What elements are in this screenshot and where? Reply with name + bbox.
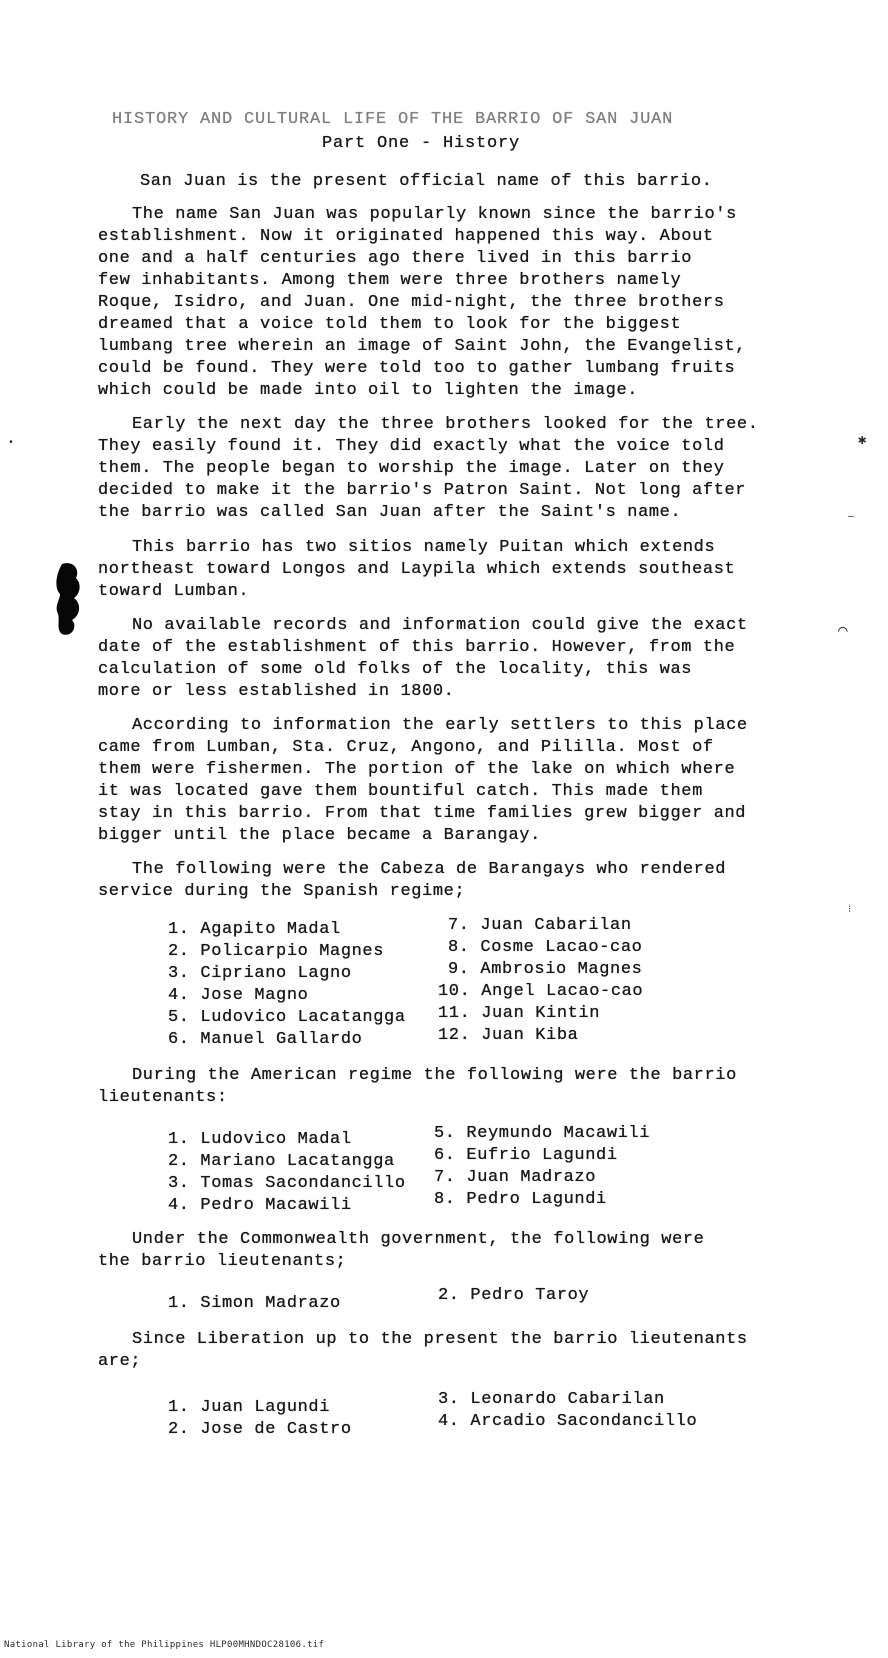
document-title: HISTORY AND CULTURAL LIFE OF THE BARRIO OF SAN JUAN xyxy=(112,110,674,129)
footer-caption: National Library of the Philippines HLP00MHNDOC28106.tif xyxy=(4,1640,325,1650)
paragraph-line: San Juan is the present official name of this barrio. xyxy=(140,172,713,191)
paragraph-line: the barrio was called San Juan after the Saint's name. xyxy=(98,503,682,522)
scan-mark: ✱ xyxy=(858,433,867,449)
scan-mark: • xyxy=(8,438,15,449)
paragraph-line: Early the next day the three brothers looked for the tree. xyxy=(132,415,759,434)
paragraph-line: date of the establishment of this barrio. However, from the xyxy=(98,638,736,657)
list-item: 11. Juan Kintin xyxy=(438,1004,601,1023)
list-item: 12. Juan Kiba xyxy=(438,1026,579,1045)
ink-blot xyxy=(54,560,84,640)
list-item: 4. Jose Magno xyxy=(168,986,309,1005)
scan-mark: ⌒ xyxy=(838,622,848,640)
paragraph-line: stay in this barrio. From that time families grew bigger and xyxy=(98,804,747,823)
paragraph-line: toward Lumban. xyxy=(98,582,250,601)
paragraph-line: calculation of some old folks of the locality, this was xyxy=(98,660,693,679)
list-item: 5. Reymundo Macawili xyxy=(434,1124,651,1143)
paragraph-line: bigger until the place became a Barangay. xyxy=(98,826,541,845)
paragraph-line: This barrio has two sitios namely Puitan which extends xyxy=(132,538,716,557)
list-item: 8. Cosme Lacao-cao xyxy=(448,938,643,957)
list-item: 4. Pedro Macawili xyxy=(168,1196,352,1215)
paragraph-line: are; xyxy=(98,1352,142,1371)
paragraph-line: which could be made into oil to lighten the image. xyxy=(98,381,639,400)
scan-mark: ⁝ xyxy=(848,905,852,916)
paragraph-line: service during the Spanish regime; xyxy=(98,882,466,901)
scan-mark: — xyxy=(848,512,855,523)
list-item: 4. Arcadio Sacondancillo xyxy=(438,1412,698,1431)
paragraph-line: one and a half centuries ago there lived in this barrio xyxy=(98,249,693,268)
document-subtitle: Part One - History xyxy=(322,134,521,153)
paragraph-line: lieutenants: xyxy=(98,1088,228,1107)
paragraph-line: Since Liberation up to the present the barrio lieutenants xyxy=(132,1330,748,1349)
list-item: 2. Policarpio Magnes xyxy=(168,942,385,961)
paragraph-line: it was located gave them bountiful catch. This made them xyxy=(98,782,703,801)
list-item: 1. Agapito Madal xyxy=(168,920,341,939)
list-item: 2. Jose de Castro xyxy=(168,1420,352,1439)
list-item: 7. Juan Cabarilan xyxy=(448,916,632,935)
paragraph-line: them. The people began to worship the image. Later on they xyxy=(98,459,725,478)
list-item: 6. Manuel Gallardo xyxy=(168,1030,363,1049)
paragraph-line: The name San Juan was popularly known since the barrio's xyxy=(132,205,737,224)
list-item: 3. Cipriano Lagno xyxy=(168,964,352,983)
paragraph-line: northeast toward Longos and Laypila which extends southeast xyxy=(98,560,736,579)
paragraph-line: few inhabitants. Among them were three brothers namely xyxy=(98,271,682,290)
list-item: 9. Ambrosio Magnes xyxy=(448,960,643,979)
paragraph-line: During the American regime the following were the barrio xyxy=(132,1066,737,1085)
list-item: 1. Simon Madrazo xyxy=(168,1294,341,1313)
list-item: 1. Juan Lagundi xyxy=(168,1398,331,1417)
paragraph-line: came from Lumban, Sta. Cruz, Angono, and Pililla. Most of xyxy=(98,738,714,757)
paragraph-line: According to information the early settlers to this place xyxy=(132,716,748,735)
paragraph-line: Under the Commonwealth government, the following were xyxy=(132,1230,705,1249)
paragraph-line: decided to make it the barrio's Patron Saint. Not long after xyxy=(98,481,747,500)
paragraph-line: the barrio lieutenants; xyxy=(98,1252,347,1271)
paragraph-line: dreamed that a voice told them to look for the biggest xyxy=(98,315,682,334)
list-item: 8. Pedro Lagundi xyxy=(434,1190,607,1209)
list-item: 3. Tomas Sacondancillo xyxy=(168,1174,406,1193)
paragraph-line: The following were the Cabeza de Barangays who rendered xyxy=(132,860,727,879)
paragraph-line: them were fishermen. The portion of the lake on which where xyxy=(98,760,736,779)
paragraph-line: Roque, Isidro, and Juan. One mid-night, the three brothers xyxy=(98,293,725,312)
list-item: 6. Eufrio Lagundi xyxy=(434,1146,618,1165)
paragraph-line: No available records and information could give the exact xyxy=(132,616,748,635)
paragraph-line: They easily found it. They did exactly what the voice told xyxy=(98,437,725,456)
list-item: 1. Ludovico Madal xyxy=(168,1130,352,1149)
list-item: 5. Ludovico Lacatangga xyxy=(168,1008,406,1027)
paragraph-line: establishment. Now it originated happened this way. About xyxy=(98,227,714,246)
list-item: 3. Leonardo Cabarilan xyxy=(438,1390,665,1409)
paragraph-line: more or less established in 1800. xyxy=(98,682,455,701)
list-item: 7. Juan Madrazo xyxy=(434,1168,597,1187)
paragraph-line: could be found. They were told too to gather lumbang fruits xyxy=(98,359,736,378)
list-item: 2. Pedro Taroy xyxy=(438,1286,590,1305)
list-item: 2. Mariano Lacatangga xyxy=(168,1152,395,1171)
list-item: 10. Angel Lacao-cao xyxy=(438,982,644,1001)
paragraph-line: lumbang tree wherein an image of Saint John, the Evangelist, xyxy=(98,337,747,356)
